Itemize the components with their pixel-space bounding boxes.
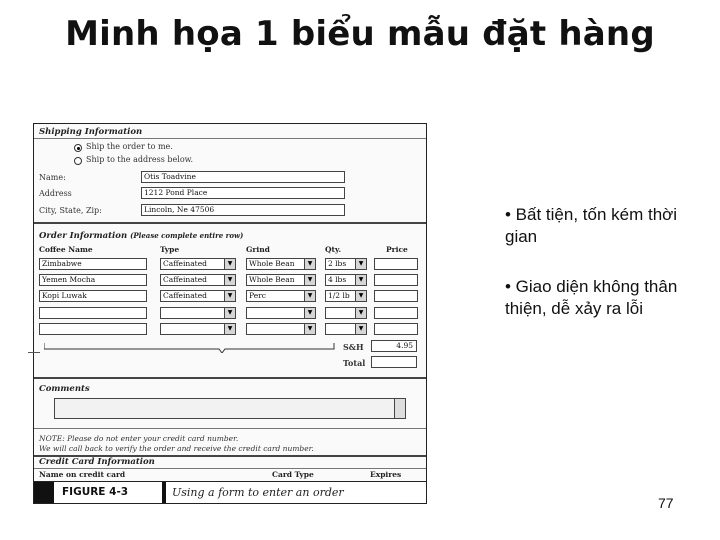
total-field[interactable] — [371, 356, 417, 368]
ship-to-address-label: Ship to the address below. — [86, 155, 194, 164]
coffee-name-field[interactable] — [39, 323, 147, 335]
comments-heading: Comments — [39, 384, 90, 394]
grind-value: Whole Bean — [249, 275, 295, 284]
dropdown-arrow-icon: ▼ — [224, 275, 235, 285]
dropdown-arrow-icon: ▼ — [355, 324, 366, 334]
price-field[interactable] — [374, 258, 418, 270]
qty-value: 1/2 lb — [328, 291, 350, 300]
figure-number: FIGURE 4-3 — [62, 486, 129, 498]
divider — [34, 428, 426, 429]
dropdown-arrow-icon: ▼ — [304, 291, 315, 301]
order-heading-hint: (Please complete entire row) — [130, 231, 244, 240]
city-state-zip-field[interactable]: Lincoln, Ne 47506 — [141, 204, 345, 216]
type-value: Caffeinated — [163, 291, 207, 300]
col-expires: Expires — [370, 470, 402, 479]
ship-to-me-label: Ship the order to me. — [86, 142, 173, 151]
bullet-1: • Bất tiện, tốn kém thời gian — [505, 205, 678, 246]
qty-value: 4 lbs — [328, 275, 347, 284]
sh-label: S&H — [343, 342, 364, 352]
grind-select[interactable] — [246, 290, 316, 302]
total-label: Total — [343, 358, 366, 368]
type-select[interactable] — [160, 290, 236, 302]
qty-select[interactable] — [325, 274, 367, 286]
qty-select[interactable] — [325, 290, 367, 302]
col-name-on-card: Name on credit card — [39, 470, 126, 479]
divider — [34, 468, 426, 469]
decorative-line — [28, 352, 40, 353]
coffee-name-field[interactable]: Kopi Luwak — [39, 290, 147, 302]
note-line-1: NOTE: Please do not enter your credit card number. — [39, 434, 239, 443]
dropdown-arrow-icon: ▼ — [224, 291, 235, 301]
dropdown-arrow-icon: ▼ — [304, 308, 315, 318]
comments-textarea[interactable] — [54, 398, 406, 419]
order-heading — [34, 231, 426, 241]
order-heading-title: Order Information — [39, 231, 128, 241]
type-value: Caffeinated — [163, 259, 207, 268]
ship-to-address-radio[interactable] — [74, 157, 82, 165]
dropdown-arrow-icon: ▼ — [304, 259, 315, 269]
ship-to-me-radio[interactable] — [74, 144, 82, 152]
coffee-name-field[interactable]: Yemen Mocha — [39, 274, 147, 286]
slide-title: Minh họa 1 biểu mẫu đặt hàng — [65, 14, 655, 54]
city-state-zip-label: City, State, Zip: — [39, 206, 102, 215]
col-card-type: Card Type — [272, 470, 314, 479]
page-number: 77 — [658, 495, 674, 511]
grind-value: Perc — [249, 291, 266, 300]
type-select[interactable] — [160, 307, 236, 319]
price-field[interactable] — [374, 307, 418, 319]
caption-marker — [34, 482, 54, 504]
grind-select[interactable] — [246, 307, 316, 319]
caption-divider — [162, 482, 166, 504]
credit-card-heading: Credit Card Information — [39, 457, 155, 467]
section-divider — [34, 222, 426, 224]
address-label: Address — [39, 189, 72, 198]
dropdown-arrow-icon: ▼ — [355, 259, 366, 269]
sh-field[interactable]: 4.95 — [371, 340, 417, 352]
figure-caption — [34, 481, 426, 504]
address-field[interactable]: 1212 Pond Place — [141, 187, 345, 199]
type-value: Caffeinated — [163, 275, 207, 284]
dropdown-arrow-icon: ▼ — [224, 324, 235, 334]
grind-select[interactable] — [246, 274, 316, 286]
col-grind: Grind — [246, 245, 270, 254]
coffee-name-field[interactable]: Zimbabwe — [39, 258, 147, 270]
order-form-figure — [33, 123, 427, 504]
qty-select[interactable] — [325, 258, 367, 270]
coffee-name-field[interactable] — [39, 307, 147, 319]
dropdown-arrow-icon: ▼ — [224, 259, 235, 269]
grind-value: Whole Bean — [249, 259, 295, 268]
qty-select[interactable] — [325, 307, 367, 319]
dropdown-arrow-icon: ▼ — [355, 291, 366, 301]
price-field[interactable] — [374, 290, 418, 302]
col-coffee-name: Coffee Name — [39, 245, 93, 254]
shipping-heading: Shipping Information — [39, 127, 143, 137]
name-label: Name: — [39, 173, 66, 182]
name-field[interactable]: Otis Toadvine — [141, 171, 345, 183]
dropdown-arrow-icon: ▼ — [304, 275, 315, 285]
bullet-2: • Giao diện không thân thiện, dễ xảy ra lỗi — [505, 277, 678, 318]
price-field[interactable] — [374, 274, 418, 286]
type-select[interactable] — [160, 258, 236, 270]
grind-select[interactable] — [246, 323, 316, 335]
dropdown-arrow-icon: ▼ — [355, 308, 366, 318]
textarea-scrollbar[interactable] — [394, 399, 405, 418]
dropdown-arrow-icon: ▼ — [304, 324, 315, 334]
qty-value: 2 lbs — [328, 259, 347, 268]
col-price: Price — [386, 245, 408, 254]
divider — [34, 138, 426, 139]
grind-select[interactable] — [246, 258, 316, 270]
type-select[interactable] — [160, 323, 236, 335]
col-type: Type — [160, 245, 180, 254]
qty-select[interactable] — [325, 323, 367, 335]
col-qty: Qty. — [325, 245, 342, 254]
section-divider — [34, 377, 426, 379]
type-select[interactable] — [160, 274, 236, 286]
figure-caption-text: Using a form to enter an order — [172, 486, 344, 499]
price-field[interactable] — [374, 323, 418, 335]
dropdown-arrow-icon: ▼ — [224, 308, 235, 318]
note-line-2: We will call back to verify the order and receive the credit card number. — [39, 444, 314, 453]
dropdown-arrow-icon: ▼ — [355, 275, 366, 285]
